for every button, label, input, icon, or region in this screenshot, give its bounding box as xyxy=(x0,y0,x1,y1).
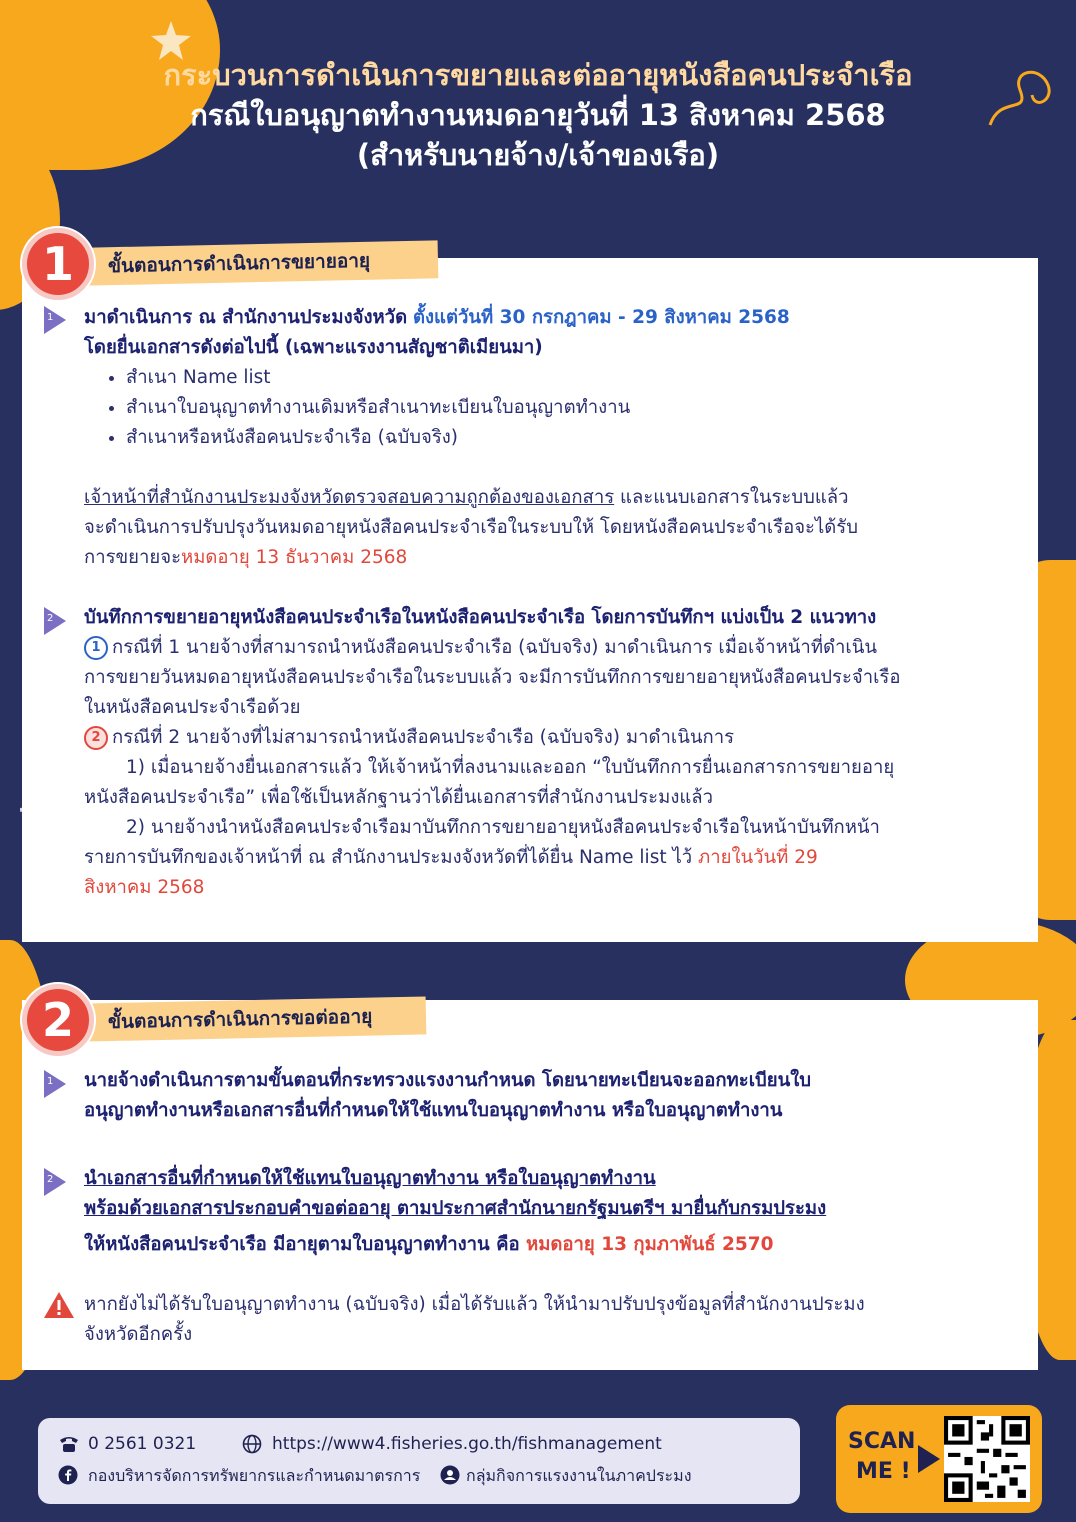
check-rest: และแนบเอกสารในระบบแล้ว xyxy=(614,487,849,508)
expiry-date-1: หมดอายุ 13 ธันวาคม 2568 xyxy=(181,547,408,568)
section-1-step-1 xyxy=(84,303,1024,573)
warning-line1: หากยังไม่ได้รับใบอนุญาตทำงาน (ฉบับจริง) เมื่อได้รับแล้ว ให้นำมาปรับปรุงข้อมูลที่สำนักงานประมง xyxy=(84,1294,865,1315)
step-1-1-lead: มาดำเนินการ ณ สำนักงานประมงจังหวัด xyxy=(84,307,408,328)
section-2-step-1 xyxy=(84,1066,1024,1126)
step-2-2-number: 2 xyxy=(47,1174,54,1185)
step-2-1-line1: นายจ้างดำเนินการตามขั้นตอนที่กระทรวงแรงงานกำหนด โดยนายทะเบียนจะออกทะเบียนใบ xyxy=(84,1070,812,1091)
step-2-1-marker xyxy=(44,1070,66,1098)
title-line-2: กรณีใบอนุญาตทำงานหมดอายุวันที่ 13 สิงหาคม 2568 xyxy=(190,98,886,132)
phone-icon xyxy=(58,1434,80,1454)
document-list xyxy=(84,363,1024,453)
step-2-2-line1: นำเอกสารอื่นที่กำหนดให้ใช้แทนใบอนุญาตทำงาน หรือใบอนุญาตทำงาน xyxy=(84,1168,656,1189)
globe-icon xyxy=(242,1434,262,1454)
document-item: • สำเนาหรือหนังสือคนประจำเรือ (ฉบับจริง) xyxy=(126,423,1024,453)
step-1-1-para2: จะดำเนินการปรับปรุงวันหมดอายุหนังสือคนประจำเรือในระบบให้ โดยหนังสือคนประจำเรือจะได้รับ xyxy=(84,517,858,538)
facebook-icon xyxy=(58,1465,78,1485)
scan-label-2: ME ! xyxy=(856,1459,911,1484)
qr-code[interactable] xyxy=(944,1416,1030,1502)
warning-line2: จังหวัดอีกครั้ง xyxy=(84,1324,193,1345)
section-2-heading: ขั้นตอนการดำเนินการขอต่ออายุ xyxy=(107,1005,373,1034)
step-2-1-line2: อนุญาตทำงานหรือเอกสารอื่นที่กำหนดให้ใช้แทนใบอนุญาตทำงาน หรือใบอนุญาตทำงาน xyxy=(84,1100,783,1121)
group-icon xyxy=(440,1465,460,1485)
step-1-1-para3a: การขยายจะ xyxy=(84,547,182,568)
contact-footer xyxy=(38,1418,800,1504)
section-2-badge: 2 xyxy=(22,984,94,1056)
section-1-badge: 1 xyxy=(22,228,94,300)
section-2-heading-tape xyxy=(86,996,427,1041)
section-1-heading-tape xyxy=(86,240,439,285)
case-2-badge: 2 xyxy=(84,726,108,750)
title-line-3: (สำหรับนายจ้าง/เจ้าของเรือ) xyxy=(356,138,720,172)
warning-icon xyxy=(42,1290,76,1320)
document-item: • สำเนาใบอนุญาตทำงานเดิมหรือสำเนาทะเบียนใบอนุญาตทำงาน xyxy=(126,393,1024,423)
step-2-2-line2: พร้อมด้วยเอกสารประกอบคำขอต่ออายุ ตามประกาศสำนักนายกรัฐมนตรีฯ มายื่นกับกรมประมง xyxy=(84,1198,827,1219)
check-underlined: เจ้าหน้าที่สำนักงานประมงจังหวัดตรวจสอบความถูกต้องของเอกสาร xyxy=(84,487,615,508)
case-1-line-b: การขยายวันหมดอายุหนังสือคนประจำเรือในระบบแล้ว จะมีการบันทึกการขยายอายุหนังสือคนประจำเรือ xyxy=(84,667,901,688)
case-2-deadline-a: ภายในวันที่ 29 xyxy=(698,847,818,868)
case-2-line-a: กรณีที่ 2 นายจ้างที่ไม่สามารถนำหนังสือคนประจำเรือ (ฉบับจริง) มาดำเนินการ xyxy=(112,727,735,748)
scan-label-1: SCAN xyxy=(848,1429,916,1454)
case-2-line-c: หนังสือคนประจำเรือ” เพื่อใช้เป็นหลักฐานว่าได้ยื่นเอกสารที่สำนักงานประมงแล้ว xyxy=(84,787,713,808)
case-2-line-e: รายการบันทึกของเจ้าหน้าที่ ณ สำนักงานประมงจังหวัดที่ได้ยื่น Name list ไว้ xyxy=(84,847,699,868)
phone-number[interactable]: 0 2561 0321 xyxy=(88,1434,197,1454)
case-2-line-b: 1) เมื่อนายจ้างยื่นเอกสารแล้ว ให้เจ้าหน้าที่ลงนามและออก “ใบบันทึกการยื่นเอกสารการขยายอายุ xyxy=(126,757,895,778)
website-link[interactable]: https://www4.fisheries.go.th/fishmanagement xyxy=(272,1434,662,1454)
case-1-line-a: กรณีที่ 1 นายจ้างที่สามารถนำหนังสือคนประจำเรือ (ฉบับจริง) มาดำเนินการ เมื่อเจ้าหน้าที่ดำเนิน xyxy=(112,637,878,658)
step-1-2-number: 2 xyxy=(47,613,54,624)
step-1-1-marker xyxy=(44,306,66,334)
case-2-deadline-b: สิงหาคม 2568 xyxy=(84,877,205,898)
section-2-step-2 xyxy=(84,1164,1024,1260)
arrow-right-icon xyxy=(916,1443,942,1475)
document-item: • สำเนา Name list xyxy=(126,363,1024,393)
step-1-1-line2: โดยยื่นเอกสารดังต่อไปนี้ (เฉพาะแรงงานสัญชาติเมียนมา) xyxy=(84,337,543,358)
step-1-1-dates: ตั้งแต่วันที่ 30 กรกฎาคม - 29 สิงหาคม 2568 xyxy=(412,307,790,328)
step-1-2-marker xyxy=(44,607,66,635)
section-1-step-2 xyxy=(84,603,1029,903)
warning-text xyxy=(84,1290,1024,1350)
expiry-date-2: หมดอายุ 13 กุมภาพันธ์ 2570 xyxy=(526,1234,774,1255)
page-title xyxy=(0,55,1076,175)
step-1-1-number: 1 xyxy=(47,312,54,323)
case-1-badge: 1 xyxy=(84,636,108,660)
case-1-line-c: ในหนังสือคนประจำเรือด้วย xyxy=(84,697,301,718)
title-line-1: กระบวนการดำเนินการขยายและต่ออายุหนังสือคนประจำเรือ xyxy=(163,58,913,92)
group-name[interactable]: กลุ่มกิจการแรงงานในภาคประมง xyxy=(466,1466,692,1485)
facebook-page[interactable]: กองบริหารจัดการทรัพยากรและกำหนดมาตรการ xyxy=(88,1466,421,1485)
section-1-heading: ขั้นตอนการดำเนินการขยายอายุ xyxy=(107,249,371,278)
step-1-2-heading: บันทึกการขยายอายุหนังสือคนประจำเรือในหนังสือคนประจำเรือ โดยการบันทึกฯ แบ่งเป็น 2 แนวทาง xyxy=(84,607,877,628)
step-2-1-number: 1 xyxy=(47,1076,54,1087)
step-2-2-marker xyxy=(44,1168,66,1196)
step-2-2-line3a: ให้หนังสือคนประจำเรือ มีอายุตามใบอนุญาตทำงาน คือ xyxy=(84,1234,527,1255)
case-2-line-d: 2) นายจ้างนำหนังสือคนประจำเรือมาบันทึกการขยายอายุหนังสือคนประจำเรือในหน้าบันทึกหน้า xyxy=(126,817,880,838)
